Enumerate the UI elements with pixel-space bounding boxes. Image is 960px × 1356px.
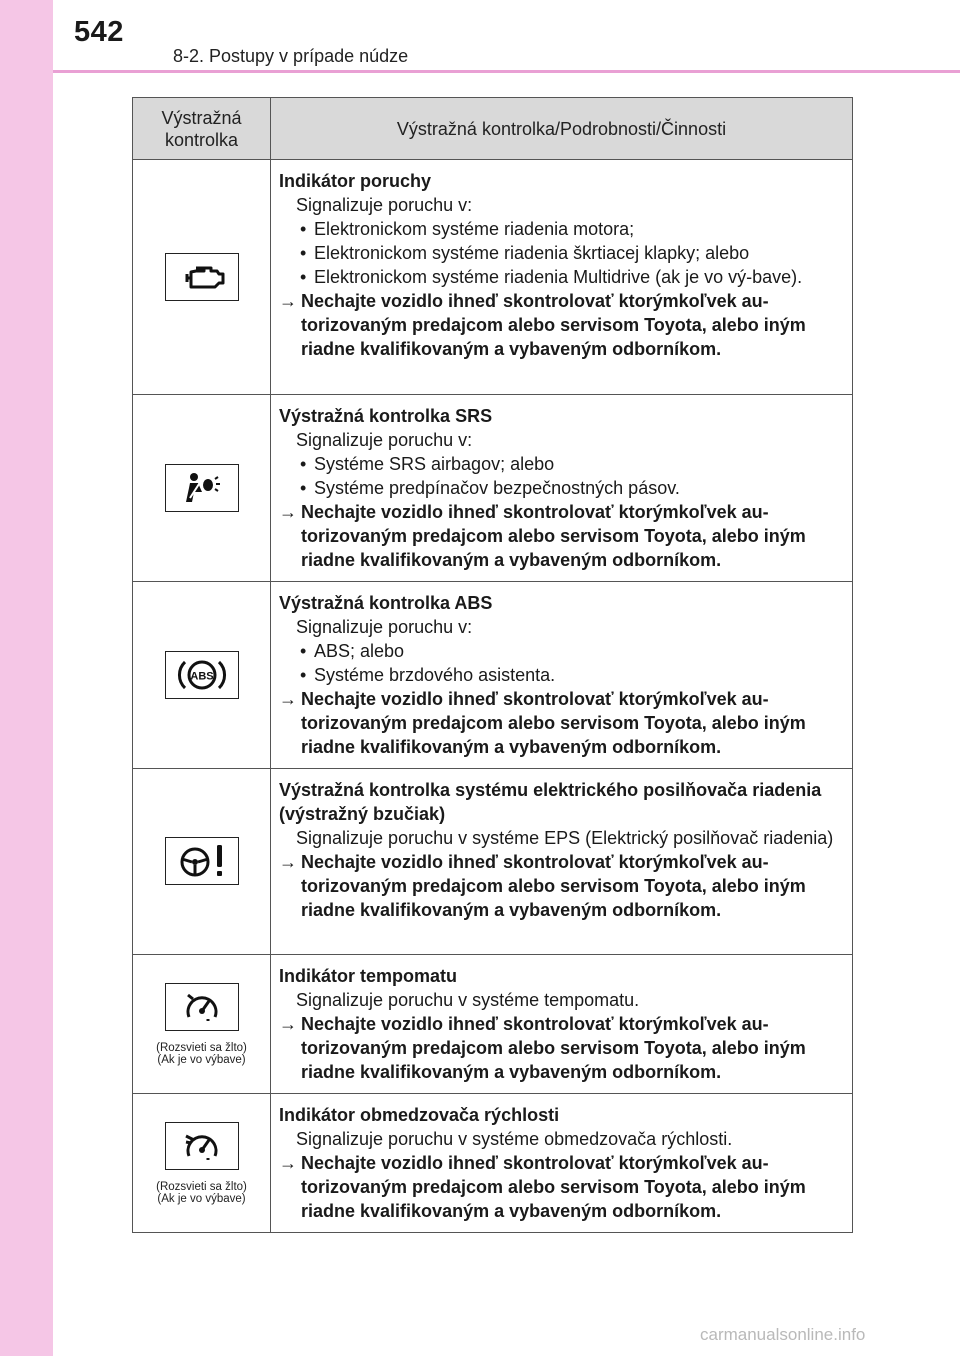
arrow-icon: →	[279, 502, 297, 522]
action-text	[279, 289, 844, 361]
side-color-bar	[0, 0, 53, 1356]
action-text	[279, 850, 844, 922]
action-text-content: Nechajte vozidlo ihneď skontrolovať ktorýmkoľvek au-torizovaným predajcom alebo servisom Toyota, alebo iným riadne kvalifikovaným a vybaveným odborníkom.	[301, 291, 806, 359]
item-title: Indikátor poruchy	[279, 171, 432, 191]
description-cell	[271, 1094, 853, 1233]
action-text-content: Nechajte vozidlo ihneď skontrolovať ktorýmkoľvek au-torizovaným predajcom alebo servisom Toyota, alebo iným riadne kvalifikovaným a vybaveným odborníkom.	[301, 689, 806, 757]
speed-limiter-icon	[165, 1122, 239, 1170]
item-title: Výstražná kontrolka systému elektrického posilňovača riadenia (výstražný bzučiak)	[279, 780, 822, 824]
action-text	[279, 1012, 844, 1084]
table-row	[133, 160, 853, 395]
bullet-item: • Systéme SRS airbagov; alebo	[279, 452, 844, 476]
description-cell	[271, 395, 853, 582]
arrow-icon: →	[279, 689, 297, 709]
header-warning-light-line2: kontrolka	[164, 129, 239, 150]
page-number: 542	[74, 16, 124, 48]
description-cell	[271, 769, 853, 955]
check-engine-icon	[165, 253, 239, 301]
item-title: Výstražná kontrolka SRS	[279, 406, 493, 426]
abs-icon	[165, 651, 239, 699]
bullet-item: • Systéme predpínačov bezpečnostných pásov.	[279, 476, 844, 500]
action-text-content: Nechajte vozidlo ihneď skontrolovať ktorýmkoľvek au-torizovaným predajcom alebo servisom Toyota, alebo iným riadne kvalifikovaným a vybaveným odborníkom.	[301, 1014, 806, 1082]
bullet-list	[279, 639, 844, 687]
bullet-item: • Elektronickom systéme riadenia škrtiacej klapky; alebo	[279, 241, 844, 265]
abs-icon-label: ABS	[189, 670, 214, 682]
item-text: Signalizuje poruchu v:	[296, 195, 473, 215]
arrow-icon: →	[279, 1014, 297, 1034]
arrow-icon: →	[279, 291, 297, 311]
icon-cell	[133, 1094, 271, 1233]
bullet-item: • Systéme brzdového asistenta.	[279, 663, 844, 687]
bullet-item: • ABS; alebo	[279, 639, 844, 663]
header-warning-light	[133, 98, 271, 160]
table-row	[133, 395, 853, 582]
item-text: Signalizuje poruchu v systéme tempomatu.	[296, 990, 640, 1010]
icon-cell	[133, 582, 271, 769]
icon-cell	[133, 395, 271, 582]
bullet-list	[279, 452, 844, 500]
icon-cell	[133, 955, 271, 1094]
icon-note	[133, 1042, 270, 1066]
steering-warning-icon	[165, 837, 239, 885]
table-header-row	[133, 98, 853, 160]
note-color: (Rozsvieti sa žlto)	[156, 1180, 247, 1193]
note-color: (Rozsvieti sa žlto)	[156, 1041, 247, 1054]
description-cell	[271, 955, 853, 1094]
action-text	[279, 687, 844, 759]
item-text: Signalizuje poruchu v systéme obmedzovača rýchlosti.	[296, 1129, 733, 1149]
icon-cell	[133, 160, 271, 395]
watermark: carmanualsonline.info	[700, 1325, 866, 1344]
action-text	[279, 1151, 844, 1223]
table-row	[133, 769, 853, 955]
header-warning-light-line1: Výstražná	[161, 107, 242, 128]
arrow-icon: →	[279, 1153, 297, 1173]
note-equipment: (Ak je vo výbave)	[157, 1192, 246, 1205]
bullet-list	[279, 217, 844, 289]
cruise-control-icon	[165, 983, 239, 1031]
warning-lights-table	[132, 97, 853, 1233]
item-text: Signalizuje poruchu v:	[296, 430, 473, 450]
note-equipment: (Ak je vo výbave)	[157, 1053, 246, 1066]
item-title: Indikátor tempomatu	[279, 966, 458, 986]
item-title: Výstražná kontrolka ABS	[279, 593, 493, 613]
icon-note	[133, 1181, 270, 1205]
action-text-content: Nechajte vozidlo ihneď skontrolovať ktorýmkoľvek au-torizovaným predajcom alebo servisom Toyota, alebo iným riadne kvalifikovaným a vybaveným odborníkom.	[301, 852, 806, 920]
table-row	[133, 955, 853, 1094]
item-title: Indikátor obmedzovača rýchlosti	[279, 1105, 560, 1125]
bullet-item: • Elektronickom systéme riadenia motora;	[279, 217, 844, 241]
item-text: Signalizuje poruchu v systéme EPS (Elektrický posilňovač riadenia)	[296, 828, 834, 848]
section-title: 8-2. Postupy v prípade núdze	[173, 46, 409, 66]
item-text: Signalizuje poruchu v:	[296, 617, 473, 637]
action-text-content: Nechajte vozidlo ihneď skontrolovať ktorýmkoľvek au-torizovaným predajcom alebo servisom Toyota, alebo iným riadne kvalifikovaným a vybaveným odborníkom.	[301, 502, 806, 570]
table-row	[133, 1094, 853, 1233]
action-text-content: Nechajte vozidlo ihneď skontrolovať ktorýmkoľvek au-torizovaným predajcom alebo servisom Toyota, alebo iným riadne kvalifikovaným a vybaveným odborníkom.	[301, 1153, 806, 1221]
action-text	[279, 500, 844, 572]
arrow-icon: →	[279, 852, 297, 872]
description-cell	[271, 160, 853, 395]
description-cell	[271, 582, 853, 769]
header-details: Výstražná kontrolka/Podrobnosti/Činnosti	[271, 98, 853, 160]
icon-cell	[133, 769, 271, 955]
table-row	[133, 582, 853, 769]
srs-airbag-icon	[165, 464, 239, 512]
bullet-item: • Elektronickom systéme riadenia Multidrive (ak je vo vý-bave).	[279, 265, 844, 289]
